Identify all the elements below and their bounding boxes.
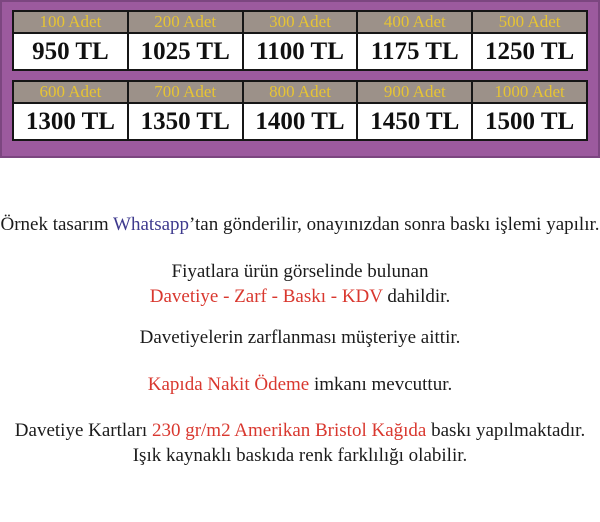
qty-header-cell: 300 Adet [243, 11, 358, 33]
quantity-header-row [13, 11, 587, 33]
qty-header-cell: 200 Adet [128, 11, 243, 33]
price-cell: 1450 TL [357, 103, 472, 140]
cash-on-delivery-text: Kapıda Nakit Ödeme [147, 374, 310, 395]
price-cell: 1250 TL [472, 33, 587, 70]
qty-header-cell: 100 Adet [13, 11, 128, 33]
price-cell: 1025 TL [128, 33, 243, 70]
qty-header-cell: 400 Adet [357, 11, 472, 33]
price-cell: 1175 TL [357, 33, 472, 70]
qty-header-cell: 900 Adet [357, 81, 472, 103]
qty-header-cell: 600 Adet [13, 81, 128, 103]
note-text: Davetiye Kartları [14, 420, 152, 441]
price-cell: 1100 TL [243, 33, 358, 70]
qty-header-cell: 1000 Adet [472, 81, 587, 103]
price-cell: 1500 TL [472, 103, 587, 140]
qty-header-cell: 500 Adet [472, 11, 587, 33]
qty-header-cell: 800 Adet [243, 81, 358, 103]
qty-header-cell: 700 Adet [128, 81, 243, 103]
price-banner [0, 0, 600, 158]
price-cell: 950 TL [13, 33, 128, 70]
note-text: dahildir. [382, 286, 451, 307]
price-table-100-500 [12, 10, 588, 71]
price-value-row [13, 103, 587, 140]
note-text: imkanı mevcuttur. [309, 374, 453, 395]
included-items-text: Davetiye - Zarf - Baskı - KDV [149, 286, 383, 307]
price-value-row [13, 33, 587, 70]
note-cash-on-delivery [0, 372, 600, 398]
note-text: ’tan gönderilir, onayınızdan sonra baskı işlemi yapılır. [189, 214, 600, 235]
note-text: Örnek tasarım [0, 214, 114, 235]
note-enveloping: Davetiyelerin zarflanması müşteriye aittir. [139, 327, 461, 348]
note-text: baskı yapılmaktadır. [426, 420, 586, 441]
price-cell: 1300 TL [13, 103, 128, 140]
price-cell: 1400 TL [243, 103, 358, 140]
price-table-600-1000 [12, 80, 588, 141]
paper-spec-text: 230 gr/m2 Amerikan Bristol Kağıda [151, 420, 427, 441]
price-cell: 1350 TL [128, 103, 243, 140]
note-price-includes-intro: Fiyatlara ürün görselinde bulunan [171, 261, 429, 282]
note-paper-type [0, 418, 600, 444]
note-sample-design [0, 212, 600, 238]
whatsapp-text: Whatsapp [113, 214, 190, 235]
note-price-includes-items [0, 284, 600, 310]
quantity-header-row [13, 81, 587, 103]
note-color-difference: Işık kaynaklı baskıda renk farklılığı olabilir. [132, 445, 468, 466]
